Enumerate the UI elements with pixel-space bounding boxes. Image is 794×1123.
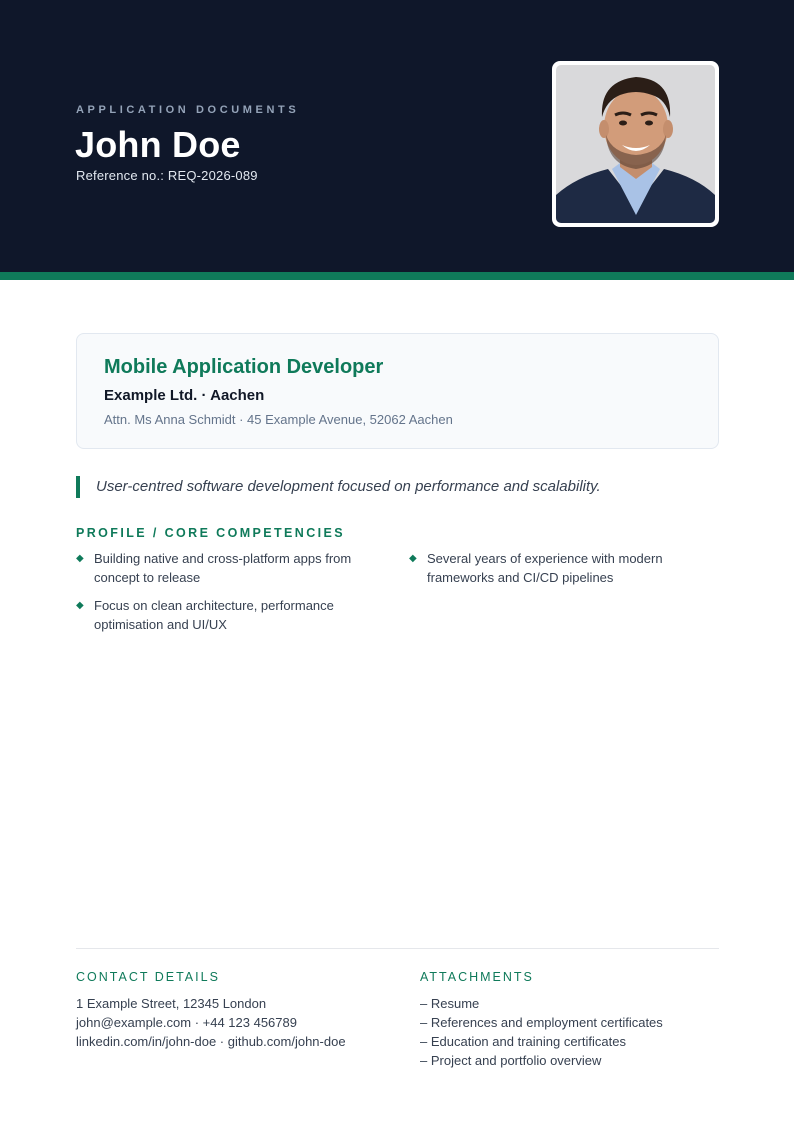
document-eyebrow: APPLICATION DOCUMENTS [76,104,300,116]
competency-text: Focus on clean architecture, performance optimisation and UI/UX [94,598,334,632]
tagline-accent-bar [76,476,80,498]
contact-profiles: linkedin.com/in/john-doe · github.com/john-doe [76,1034,346,1049]
competency-text: Several years of experience with modern frameworks and CI/CD pipelines [427,551,663,585]
footer-divider [76,948,719,949]
diamond-bullet-icon: ◆ [76,553,84,564]
profile-section-title: PROFILE / CORE COMPETENCIES [76,526,345,540]
list-item [76,596,376,634]
company-name: Example Ltd. · Aachen [104,387,265,404]
competency-text: Building native and cross-platform apps from concept to release [94,551,352,585]
attachment-item: – Education and training certificates [420,1034,626,1049]
list-item [76,549,376,587]
applicant-photo [556,65,715,223]
contact-address: 1 Example Street, 12345 London [76,996,267,1011]
tagline: User-centred software development focused on performance and scalability. [96,478,601,495]
list-item [409,549,709,587]
applicant-name: John Doe [75,124,241,165]
attachments-section-title: ATTACHMENTS [420,970,534,984]
attachment-item: – Resume [420,996,480,1011]
recipient-address: Attn. Ms Anna Schmidt · 45 Example Avenue, 52062 Aachen [104,412,453,427]
contact-section-title: CONTACT DETAILS [76,970,220,984]
contact-email-phone: john@example.com · +44 123 456789 [76,1015,297,1030]
header-accent-stripe [0,272,794,280]
position-title: Mobile Application Developer [104,356,384,378]
diamond-bullet-icon: ◆ [76,600,84,611]
diamond-bullet-icon: ◆ [409,553,417,564]
position-card [76,333,719,449]
applicant-photo-frame [552,61,719,227]
attachment-item: – References and employment certificates [420,1015,663,1030]
reference-number: Reference no.: REQ-2026-089 [76,168,258,183]
attachment-item: – Project and portfolio overview [420,1053,602,1068]
